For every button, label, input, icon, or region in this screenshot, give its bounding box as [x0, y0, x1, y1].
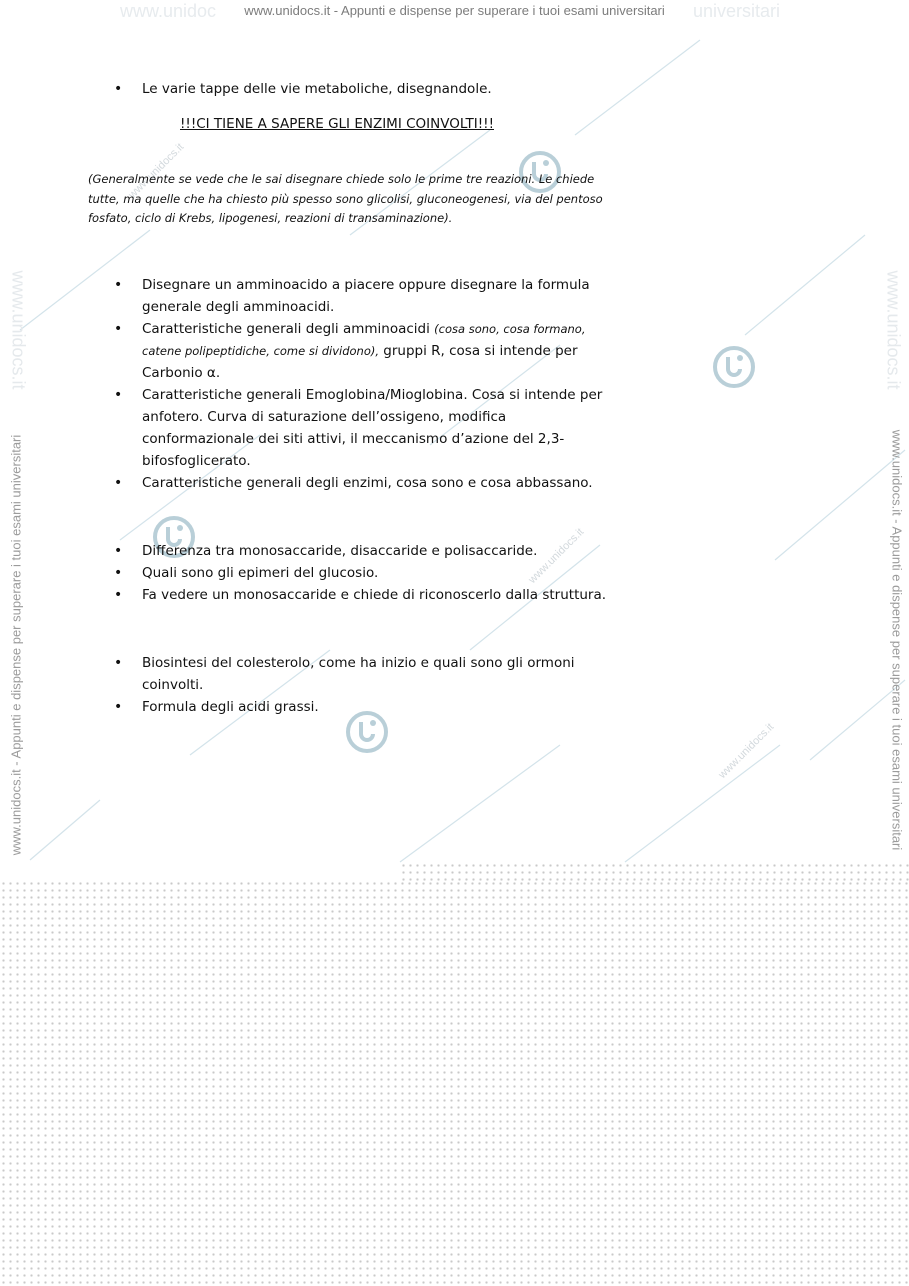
- left-side-watermark: www.unidocs.it - Appunti e dispense per superare i tuoi esami universitari: [8, 434, 24, 856]
- bullet-list-metabolism: [114, 78, 614, 100]
- unidocs-logo-icon: [710, 343, 758, 391]
- list-item: • Fa vedere un monosaccaride e chiede di riconoscerlo dalla struttura.: [114, 584, 614, 606]
- list-item-text: gruppi R, cosa si intende per Carbonio α.: [142, 343, 578, 381]
- dotted-pattern-area: [0, 880, 909, 1286]
- watermark-line: [745, 235, 865, 335]
- watermark-small-text: www.unidocs.it: [126, 141, 187, 201]
- left-side-watermark-faint: www.unidocs.it: [8, 270, 29, 390]
- bullet-list-lipids: [114, 652, 614, 718]
- list-item: • Caratteristiche generali degli enzimi, cosa sono e cosa abbassano.: [114, 472, 614, 494]
- watermark-small-text: www.unidocs.it: [716, 721, 777, 781]
- list-item: • Disegnare un amminoacido a piacere oppure disegnare la formula generale degli amminoacidi.: [114, 274, 614, 318]
- header-watermark-faint-left: www.unidoc: [120, 1, 217, 21]
- watermark-line: [400, 745, 560, 862]
- watermark-line: [775, 450, 905, 560]
- bullet-list-carbohydrates: [114, 540, 614, 606]
- header-watermark-faint-right: universitari: [692, 1, 780, 21]
- list-item: • Differenza tra monosaccaride, disaccaride e polisaccaride.: [114, 540, 614, 562]
- emphasis-heading: !!!CI TIENE A SAPERE GLI ENZIMI COINVOLTI!!!: [180, 116, 494, 132]
- italic-note: (Generalmente se vede che le sai disegnare chiede solo le prime tre reazioni. Le chiede tutte, ma quelle che ha chiesto più spesso sono glicolisi, gluconeogenesi, via del pentoso fosfato, ciclo di Krebs, lipogenesi, reazioni di transaminazione).: [88, 172, 603, 225]
- list-item: • Formula degli acidi grassi.: [114, 696, 614, 718]
- list-item: • Le varie tappe delle vie metaboliche, disegnandole.: [114, 78, 614, 100]
- list-item-italic-text: (cosa sono, cosa formano, catene polipeptidiche, come si dividono),: [142, 322, 586, 358]
- right-side-watermark-faint: www.unidocs.it: [883, 270, 904, 390]
- bullet-list-proteins: [114, 274, 614, 494]
- right-side-watermark: www.unidocs.it - Appunti e dispense per superare i tuoi esami universitari: [889, 429, 905, 851]
- list-item: • Caratteristiche generali Emoglobina/Mioglobina. Cosa si intende per anfotero. Curva di saturazione dell’ossigeno, modifica conformazionale dei siti attivi, il meccanismo d’azione del 2,3-bifosfoglicerato.: [114, 384, 614, 472]
- header-watermark: www.unidocs.it - Appunti e dispense per superare i tuoi esami universitari: [244, 3, 665, 18]
- watermark-small-text: www.unidocs.it: [526, 526, 587, 586]
- watermark-line: [30, 800, 100, 860]
- list-item: • Biosintesi del colesterolo, come ha inizio e quali sono gli ormoni coinvolti.: [114, 652, 614, 696]
- list-item: [114, 318, 614, 384]
- list-item-text: Caratteristiche generali degli amminoacidi: [142, 321, 430, 337]
- list-item: • Quali sono gli epimeri del glucosio.: [114, 562, 614, 584]
- dotted-pattern-step: [400, 862, 909, 882]
- watermark-line: [625, 745, 780, 862]
